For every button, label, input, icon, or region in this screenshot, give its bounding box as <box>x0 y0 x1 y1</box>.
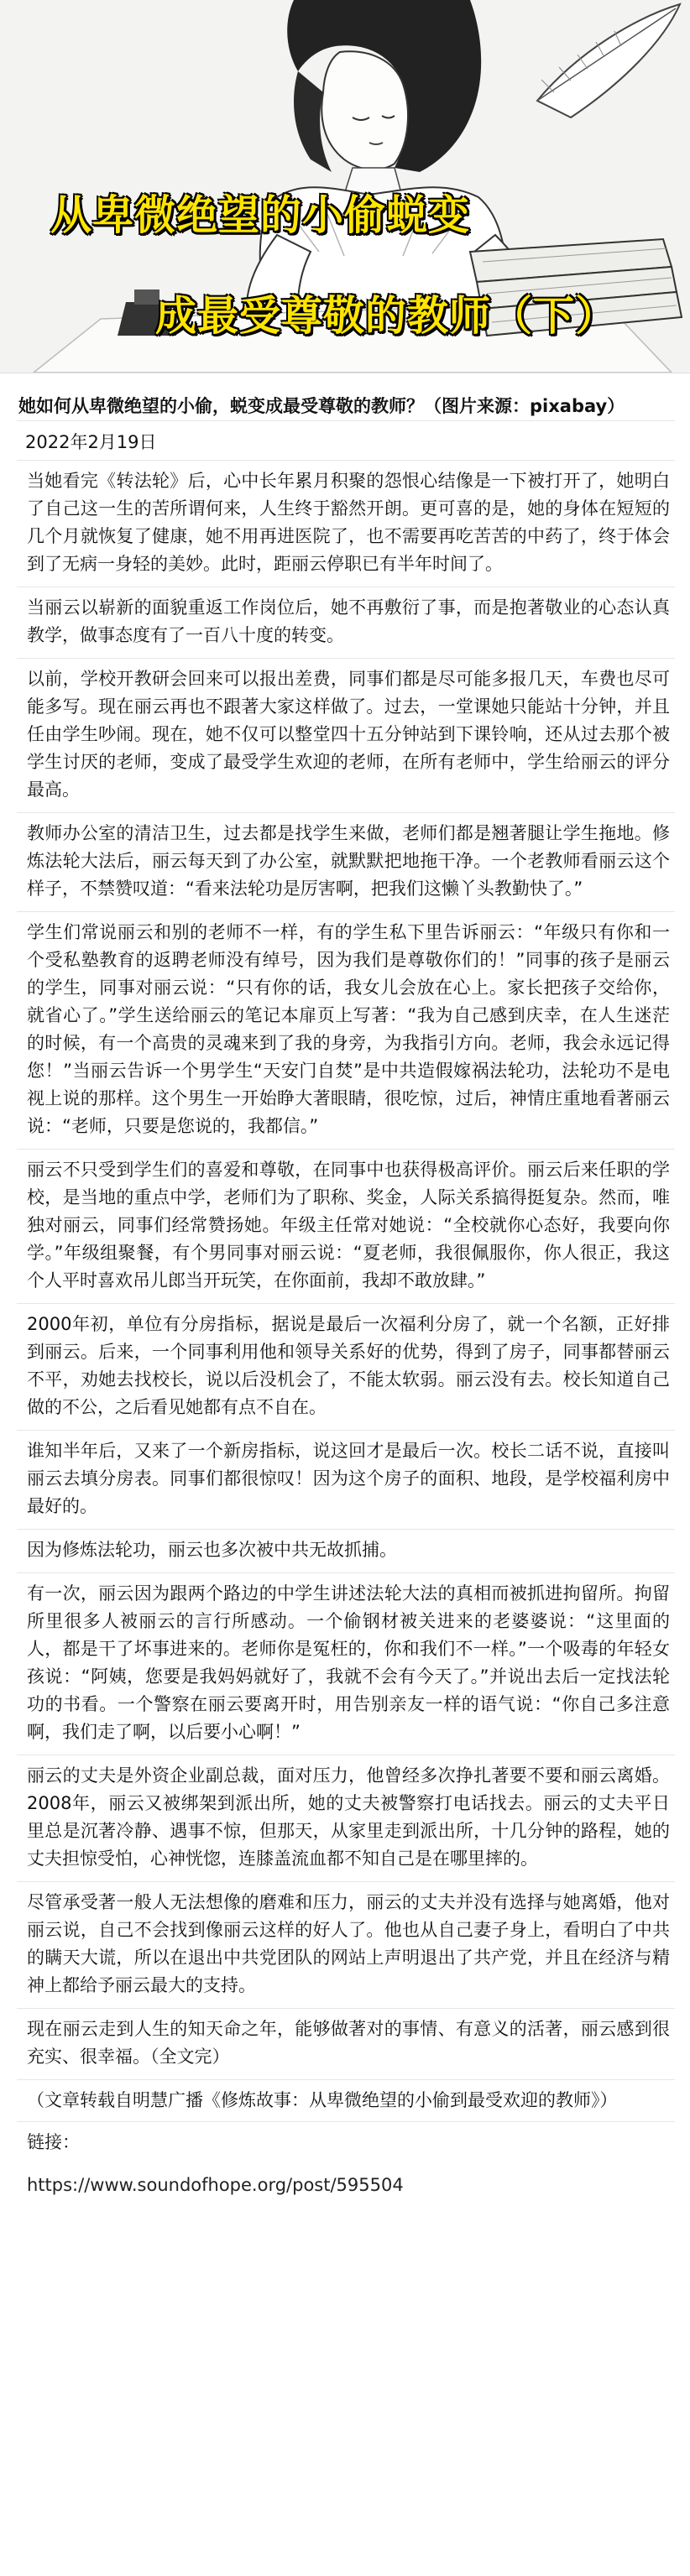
image-caption: 她如何从卑微绝望的小偷，蜕变成最受尊敬的教师？（图片来源：pixabay） <box>17 383 675 421</box>
source-link-text[interactable]: https://www.soundofhope.org/post/595504 <box>27 2175 404 2195</box>
paragraph: 丽云的丈夫是外资企业副总裁，面对压力，他曾经多次挣扎著要不要和丽云离婚。2008年，丽云又被绑架到派出所，她的丈夫被警察打电话找去。丽云的丈夫平日里总是沉著冷静、遇事不惊，但那天，从家里走到派出所，十几分钟的路程，她的丈夫担惊受怕，心神恍惚，连膝盖流血都不知自己是在哪里摔的。 <box>17 1755 675 1882</box>
paragraph: 学生们常说丽云和别的老师不一样，有的学生私下里告诉丽云：“年级只有你和一个受私塾教育的返聘老师没有绰号，因为我们是尊敬你们的！”同事的孩子是丽云的学生，同事对丽云说：“只有你的话，我女儿会放在心上。家长把孩子交给你，就省心了。”学生送给丽云的笔记本扉页上写著：“我为自己感到庆幸，在人生迷茫的时候，有一个高贵的灵魂来到了我的身旁，为我指引方向。老师，我会永远记得您！”当丽云告诉一个男学生“天安门自焚”是中共造假嫁祸法轮功，法轮功不是电视上说的那样。这个男生一开始睁大著眼睛，很吃惊，过后，神情庄重地看著丽云说：“老师，只要是您说的，我都信。” <box>17 912 675 1150</box>
paragraph: 当丽云以崭新的面貌重返工作岗位后，她不再敷衍了事，而是抱著敬业的心态认真教学，做事态度有了一百八十度的转变。 <box>17 587 675 659</box>
paragraph: 现在丽云走到人生的知天命之年，能够做著对的事情、有意义的活著，丽云感到很充实、很幸福。（全文完） <box>17 2009 675 2080</box>
paragraph: 因为修炼法轮功，丽云也多次被中共无故抓捕。 <box>17 1530 675 1573</box>
hero-title-line2: 成最受尊敬的教师（下） <box>155 292 618 340</box>
hero-banner <box>0 0 690 373</box>
paragraph: 谁知半年后，又来了一个新房指标，说这回才是最后一次。校长二话不说，直接叫丽云去填分房表。同事们都很惊叹！因为这个房子的面积、地段，是学校福利房中最好的。 <box>17 1431 675 1530</box>
paragraph: 2000年初，单位有分房指标，据说是最后一次福利分房了，就一个名额，正好排到丽云。后来，一个同事利用他和领导关系好的优势，得到了房子，同事都替丽云不平，劝她去找校长，说以后没机会了，不能太软弱。丽云没有去。校长知道自己做的不公，之后看见她都有点不自在。 <box>17 1304 675 1431</box>
paragraph: 丽云不只受到学生们的喜爱和尊敬，在同事中也获得极高评价。丽云后来任职的学校，是当地的重点中学，老师们为了职称、奖金，人际关系搞得挺复杂。然而，唯独对丽云，同事们经常赞扬她。年级主任常对她说：“全校就你心态好，我要向你学。”年级组聚餐，有个男同事对丽云说：“夏老师，我很佩服你，你人很正，我这个人平时喜欢吊儿郎当开玩笑，在你面前，我却不敢放肆。” <box>17 1150 675 1304</box>
paragraph: 教师办公室的清洁卫生，过去都是找学生来做，老师们都是翘著腿让学生拖地。修炼法轮大法后，丽云每天到了办公室，就默默把地拖干净。一个老教师看丽云这个样子，不禁赞叹道：“看来法轮功是厉害啊，把我们这懒丫头教勤快了。” <box>17 813 675 912</box>
paragraph: 以前，学校开教研会回来可以报出差费，同事们都是尽可能多报几天，车费也尽可能多写。现在丽云再也不跟著大家这样做了。过去，一堂课她只能站十分钟，并且任由学生吵闹。现在，她不仅可以整堂四十五分钟站到下课铃响，还从过去那个被学生讨厌的老师，变成了最受学生欢迎的老师，在所有老师中，学生给丽云的评分最高。 <box>17 659 675 813</box>
paragraph: 尽管承受著一般人无法想像的磨难和压力，丽云的丈夫并没有选择与她离婚，他对丽云说，自己不会找到像丽云这样的好人了。他也从自己妻子身上，看明白了中共的瞒天大谎，所以在退出中共党团队的网站上声明退出了共产党，并且在经济与精神上都给予丽云最大的支持。 <box>17 1882 675 2009</box>
article-body <box>0 373 690 2206</box>
link-label: 链接： <box>27 2132 80 2152</box>
publish-date: 2022年2月19日 <box>17 425 675 461</box>
paragraph: 有一次，丽云因为跟两个路边的中学生讲述法轮大法的真相而被抓进拘留所。拘留所里很多人被丽云的言行所感动。一个偷钢材被关进来的老婆婆说：“这里面的人，都是干了坏事进来的。老师你是冤枉的，你和我们不一样。”一个吸毒的年轻女孩说：“阿姨，您要是我妈妈就好了，我就不会有今天了。”并说出去后一定找法轮功的书看。一个警察在丽云要离开时，用告别亲友一样的语气说：“你自己多注意啊，我们走了啊，以后要小心啊！” <box>17 1573 675 1755</box>
source-link[interactable] <box>17 2163 675 2206</box>
hero-title-line1: 从卑微绝望的小偷蜕变 <box>50 191 471 239</box>
source-note: （文章转载自明慧广播《修炼故事：从卑微绝望的小偷到最受欢迎的教师》） <box>17 2080 675 2122</box>
paragraph: 当她看完《转法轮》后，心中长年累月积聚的怨恨心结像是一下被打开了，她明白了自己这一生的苦所谓何来，人生终于豁然开朗。更可喜的是，她的身体在短短的几个月就恢复了健康，她不用再进医院了，也不需要再吃苦苦的中药了，终于体会到了无病一身轻的美妙。此时，距丽云停职已有半年时间了。 <box>17 461 675 587</box>
